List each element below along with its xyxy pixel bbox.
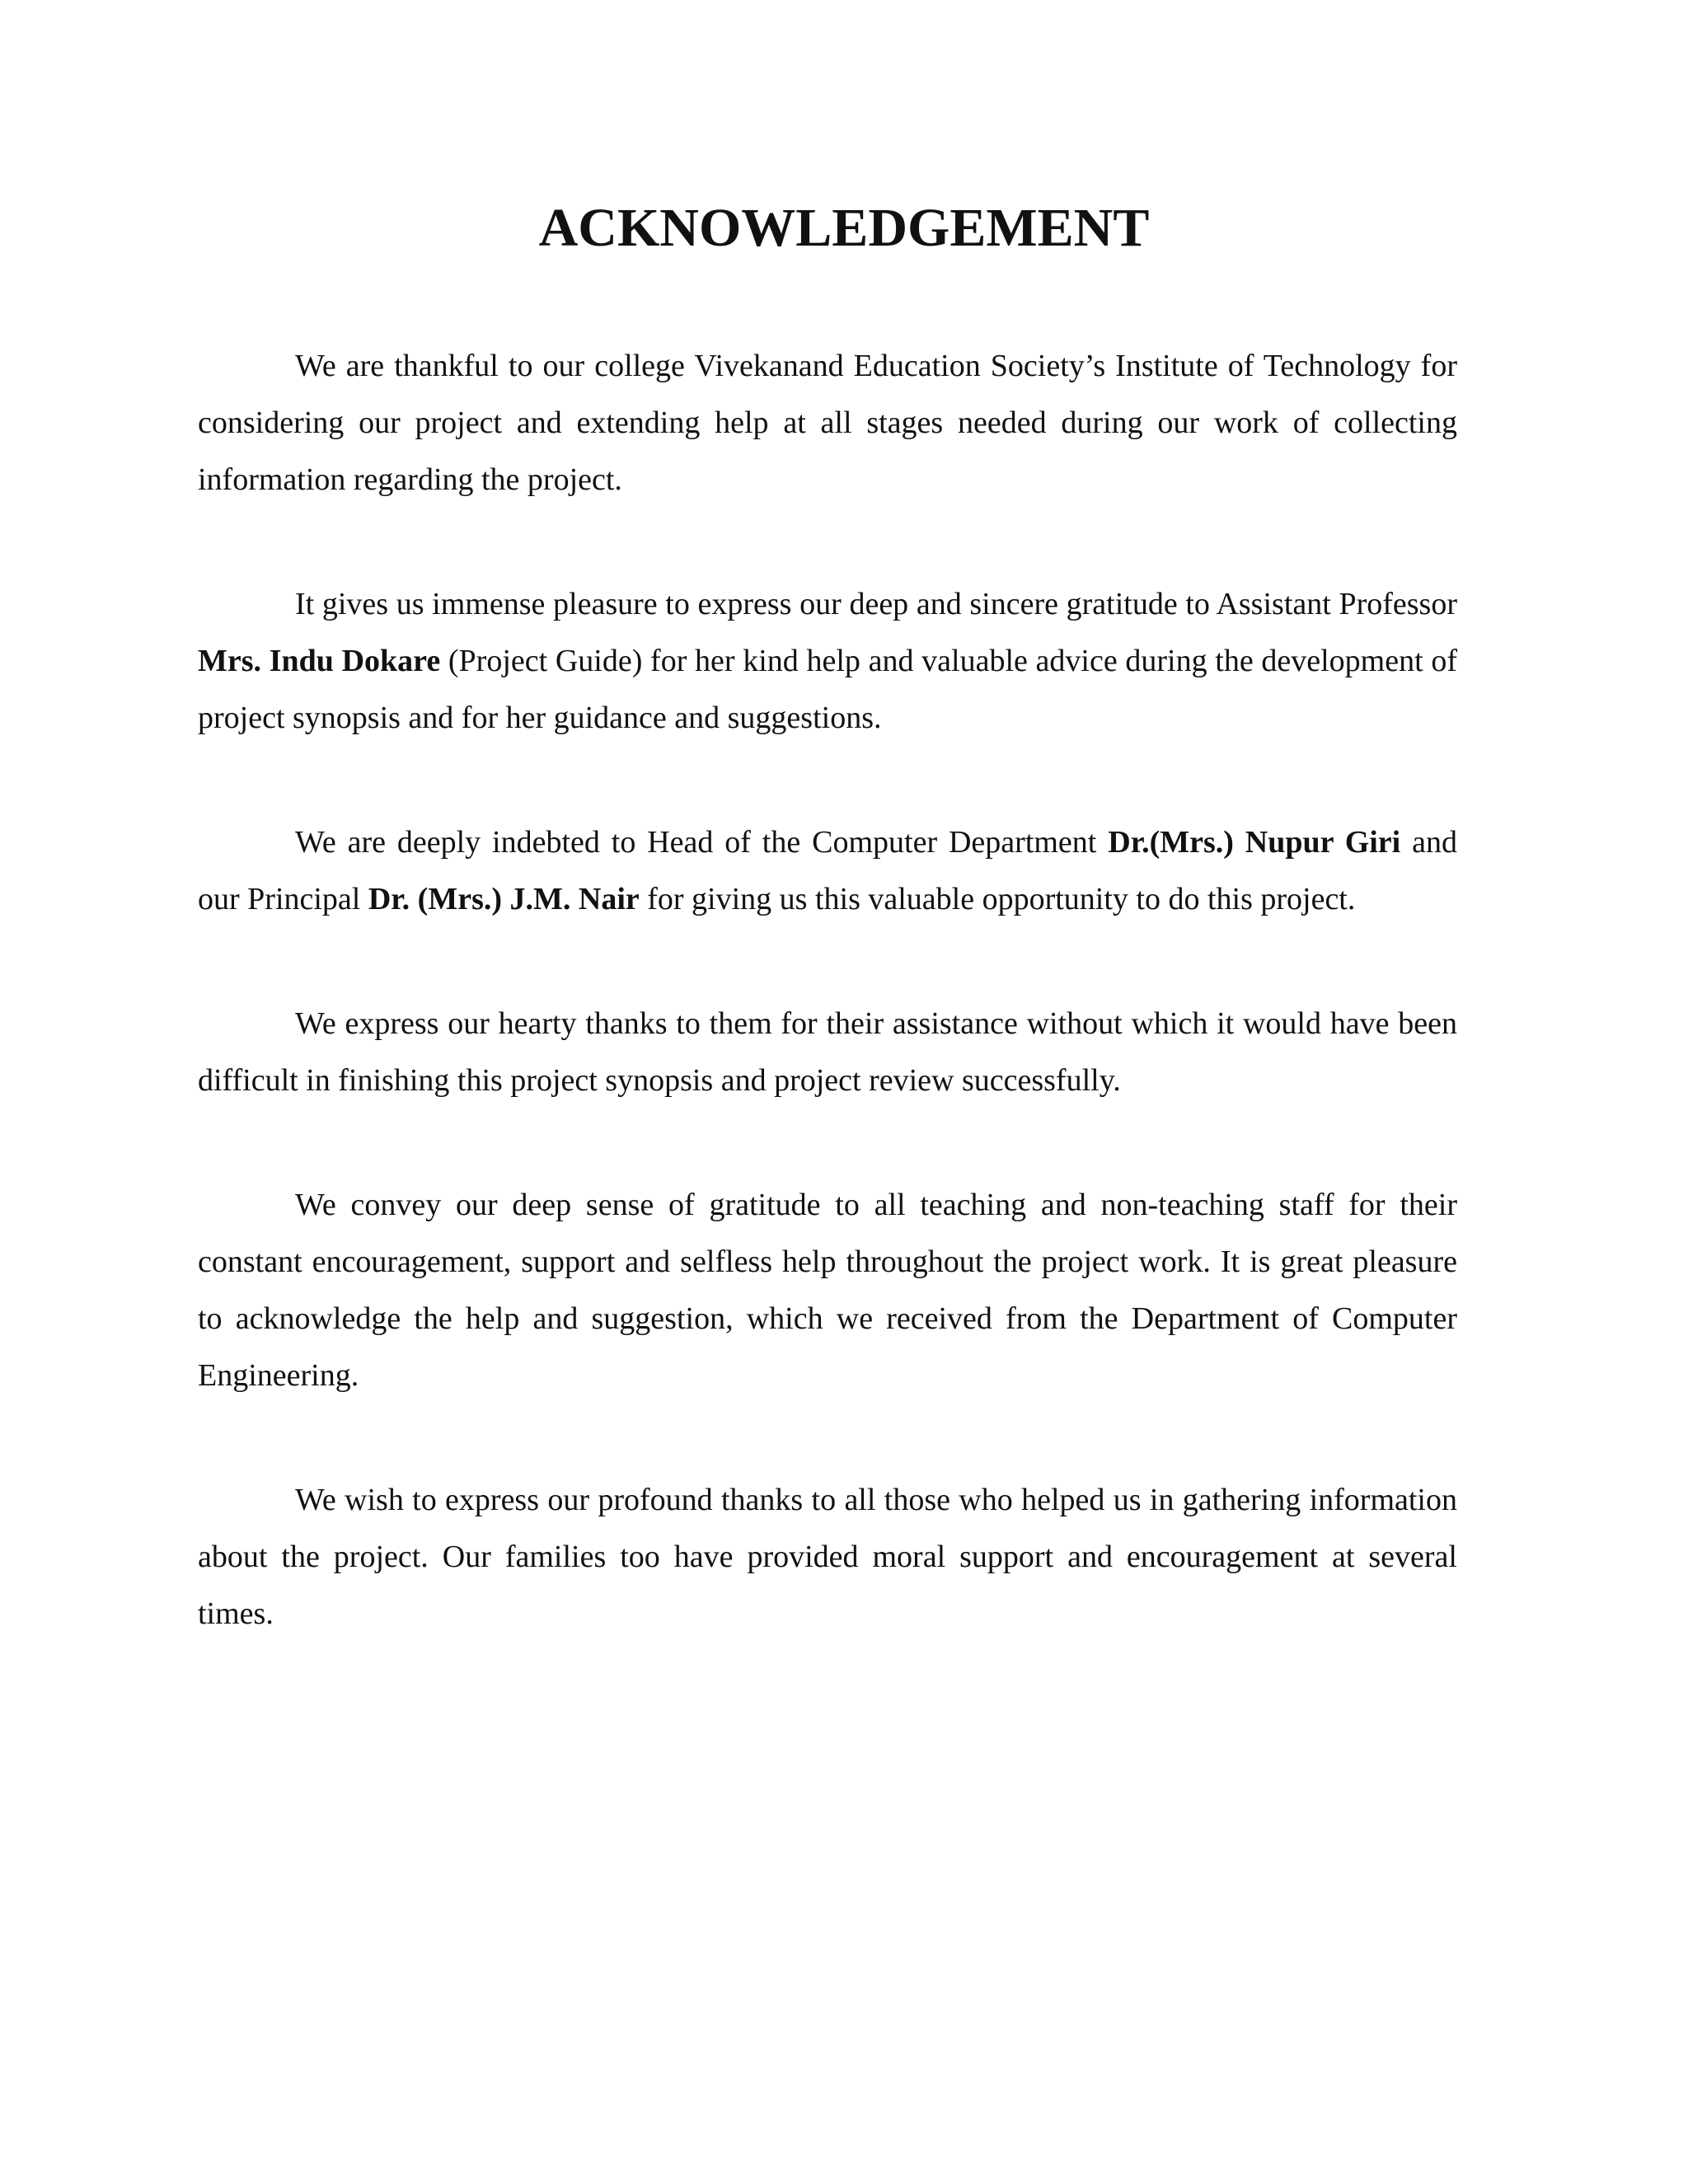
page-title: ACKNOWLEDGEMENT [538, 198, 1150, 258]
paragraph-text: It gives us immense pleasure to express our deep and sincere gratitude to Assistant Professor [295, 587, 1457, 621]
paragraph-families [198, 1472, 1457, 1643]
paragraph-text: for giving us this valuable opportunity to do this project. [639, 882, 1356, 916]
guide-name: Mrs. Indu Dokare [198, 644, 441, 678]
principal-name: Dr. (Mrs.) J.M. Nair [368, 882, 640, 916]
paragraph-staff-gratitude [198, 1177, 1457, 1404]
paragraph-text: We are thankful to our college Vivekanand Education Society’s Institute of Technology for considering our project and extending help at all stages needed during our work of collecting information regarding the project. [198, 349, 1457, 497]
hod-name: Dr.(Mrs.) Nupur Giri [1108, 825, 1401, 860]
paragraph-hearty-thanks [198, 996, 1457, 1109]
paragraph-college-thanks [198, 338, 1457, 509]
paragraph-text: We express our hearty thanks to them for their assistance without which it would have been difficult in finishing this project synopsis and project review successfully. [198, 1006, 1457, 1098]
paragraph-project-guide [198, 576, 1457, 747]
paragraph-text: and our Principal [198, 825, 1458, 916]
paragraph-text: We wish to express our profound thanks to all those who helped us in gathering information about the project. Our families too have provided moral support and encouragement at several times. [198, 1483, 1457, 1631]
acknowledgement-body [198, 338, 1457, 1710]
paragraph-text: We convey our deep sense of gratitude to all teaching and non-teaching staff for their constant encouragement, support and selfless help throughout the project work. It is great pleasure to acknowledge the help and suggestion, which we received from the Department of Computer Engineering. [198, 1188, 1457, 1393]
paragraph-hod-principal [198, 814, 1457, 928]
paragraph-text: (Project Guide) for her kind help and valuable advice during the development of project synopsis and for her guidance and suggestions. [198, 644, 1457, 735]
paragraph-text: We are deeply indebted to Head of the Computer Department [295, 825, 1109, 860]
